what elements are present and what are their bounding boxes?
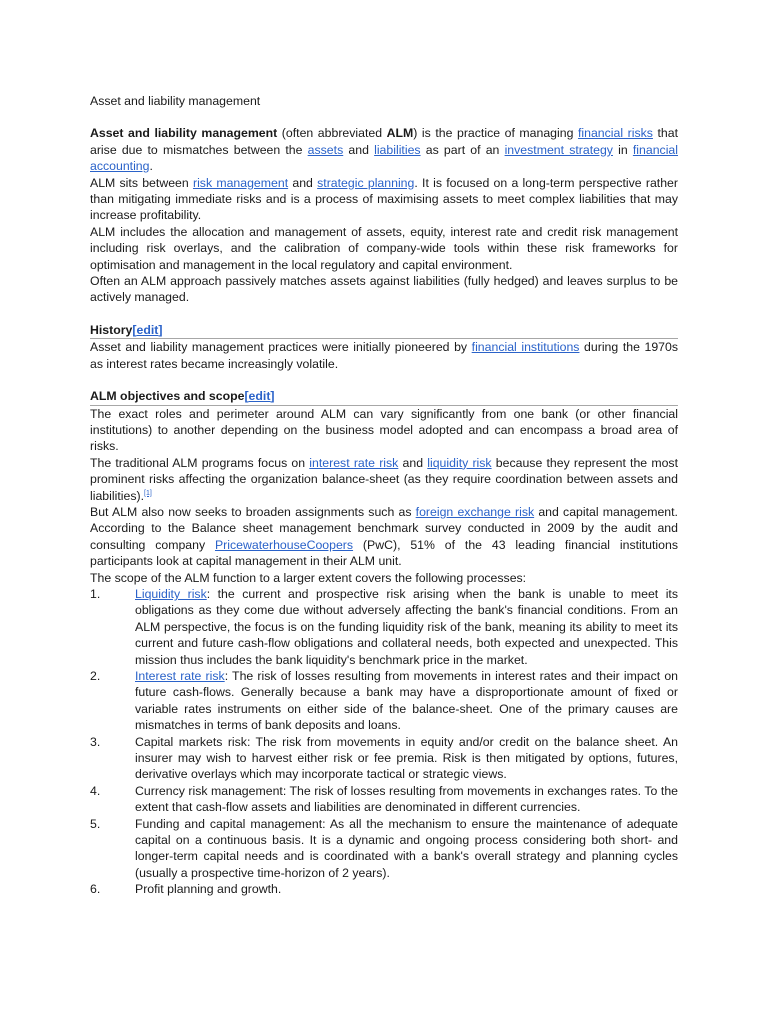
edit-link-history[interactable]: edit [136,322,159,337]
list-item: 4. Currency risk management: The risk of losses resulting from movements in exchanges rates. To the extent that cash-flow assets and liabilities are denominated in different currencies. [90,783,678,815]
link-list-interest-rate-risk[interactable]: Interest rate risk [135,669,225,683]
paragraph-broaden: But ALM also now seeks to broaden assignments such as foreign exchange risk and capital management. According to the Balance sheet management benchmark survey conducted in 2009 by the audit and consulting company PricewaterhouseCoopers (PwC), 51% of the 43 leading financial institutions participants look at capital management in their ALM unit. [90,504,678,569]
link-risk-management[interactable]: risk management [192,175,289,190]
citation-link[interactable]: [1] [144,489,152,497]
list-item: 6. Profit planning and growth. [90,882,282,897]
list-item: 2. Interest rate risk: The risk of losses resulting from movements in interest rates and their impact on future cash-flows. Generally because a bank may have a disproportionate amount of fixed or variable rates instruments on either side of the balance-sheet. One of the primary causes are mismatches in terms of bank deposits and loans. [90,669,678,733]
link-financial-risks[interactable]: financial risks [577,126,653,141]
process-list [90,586,678,898]
link-liabilities[interactable]: liabilities [374,142,421,157]
paragraph-alm-includes: ALM includes the allocation and management of assets, equity, interest rate and credit risk management including risk overlays, and the calibration of company-wide tools within these risk frameworks for optimisation and management in the local regulatory and capital environment. [90,224,678,272]
link-financial-institutions[interactable]: financial institutions [471,340,580,355]
document-page [90,93,678,898]
paragraph-scope: The scope of the ALM function to a larger extent covers the following processes: [90,570,527,585]
paragraph-alm-approach: Often an ALM approach passively matches assets against liabilities (fully hedged) and leaves surplus to be actively managed. [90,274,678,305]
paragraph-alm-sits: ALM sits between risk management and strategic planning. It is focused on a long-term perspective rather than mitigating immediate risks and is a process of maximising assets to meet complex liabilities that may increase profitability. [90,175,678,223]
link-assets[interactable]: assets [307,142,344,157]
link-foreign-exchange-risk[interactable]: foreign exchange risk [415,504,535,519]
link-investment-strategy[interactable]: investment strategy [504,142,613,157]
edit-link-objectives[interactable]: edit [248,389,271,404]
intro-paragraph: Asset and liability management (often abbreviated ALM) is the practice of managing financial risks that arise due to mismatches between the assets and liabilities as part of an investment strategy in financial accounting. [90,126,679,174]
link-list-liquidity-risk[interactable]: Liquidity risk [135,586,207,601]
list-item: 5. Funding and capital management: As all the mechanism to ensure the maintenance of adequate capital on a continuous basis. It is a dynamic and ongoing process considering both short- and longer-term capital needs and is coordinated with a bank's overall strategy and planning cycles (usually a prospective time-horizon of 2 years). [90,816,678,880]
link-pricewaterhousecoopers[interactable]: PricewaterhouseCoopers [214,537,354,552]
list-item: 1. Liquidity risk: the current and prospective risk arising when the bank is unable to meet its obligations as they come due without adversely affecting the bank's financial conditions. From an ALM perspective, the focus is on the funding liquidity risk of the bank, meaning its ability to meet its current and future cash-flow obligations and collateral needs, both expected and unexpected. This mission thus includes the bank liquidity's benchmark price in the market. [90,586,678,667]
link-financial-accounting[interactable]: financial accounting [90,142,679,174]
paragraph-traditional: The traditional ALM programs focus on interest rate risk and liquidity risk because they represent the most prominent risks affecting the organization balance-sheet (as they require coordination between assets and liabilities).[1] [90,455,678,503]
bold-abbr: ALM [386,126,414,141]
heading-objectives: ALM objectives and scope[edit] [90,388,678,405]
list-item: 3. Capital markets risk: The risk from movements in equity and/or credit on the balance sheet. An insurer may wish to harvest either risk or fee premia. Risk is then mitigated by options, futures, derivative overlays which may incorporate tactical or strategic views. [90,734,678,782]
bold-term: Asset and liability management [90,126,278,141]
heading-history: History[edit] [90,322,678,339]
link-liquidity-risk[interactable]: liquidity risk [427,455,492,470]
link-interest-rate-risk[interactable]: interest rate risk [309,455,399,470]
paragraph-history: Asset and liability management practices were initially pioneered by financial institutions during the 1970s as interest rates became increasingly volatile. [90,340,679,371]
paragraph-roles: The exact roles and perimeter around ALM can vary significantly from one bank (or other financial institutions) to another depending on the business model adopted and can encompass a broad area of risks. [90,406,678,454]
page-title: Asset and liability management [90,94,261,108]
link-strategic-planning[interactable]: strategic planning [317,175,415,190]
